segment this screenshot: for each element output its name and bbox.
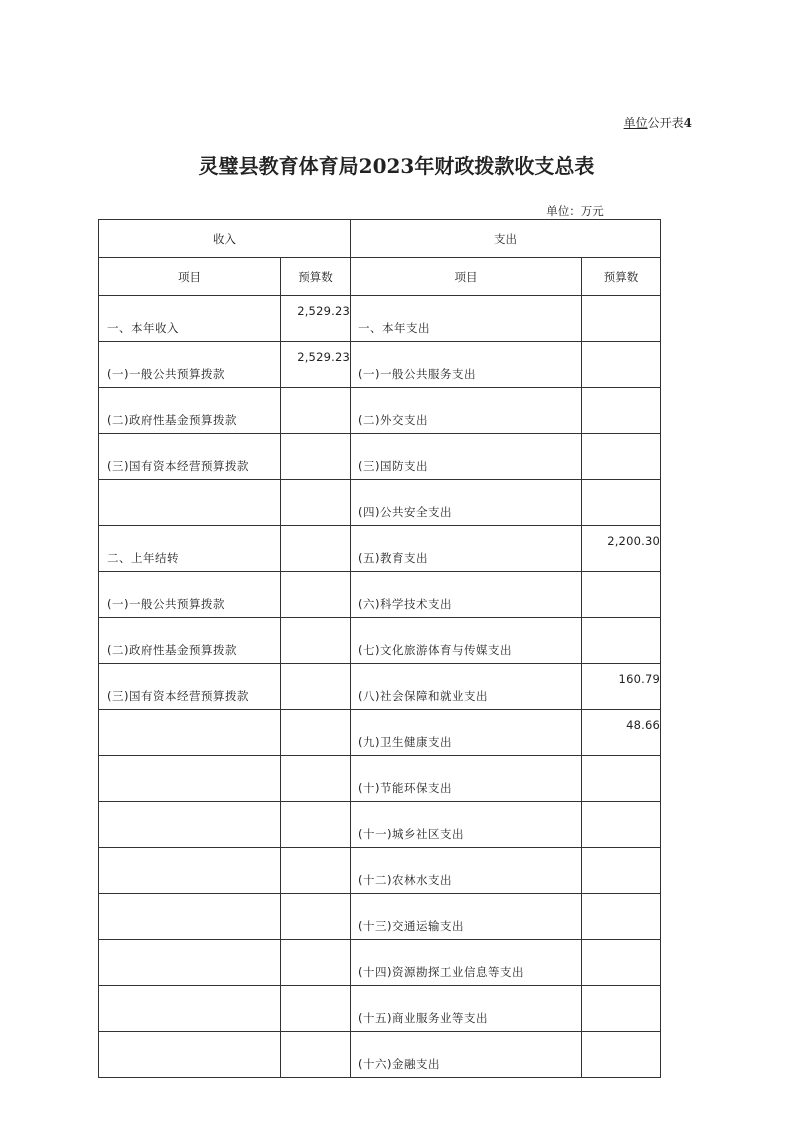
income-item-cell: [99, 894, 281, 940]
expense-item-cell: (一)一般公共服务支出: [351, 342, 582, 388]
expense-budget-cell: [582, 894, 661, 940]
expense-budget-cell: [582, 940, 661, 986]
form-tag: [600, 114, 692, 131]
expense-item-cell: (十一)城乡社区支出: [351, 802, 582, 848]
expense-item-cell: (五)教育支出: [351, 526, 582, 572]
income-budget-cell: [281, 848, 351, 894]
income-budget-cell: [281, 710, 351, 756]
expense-item-cell: (十)节能环保支出: [351, 756, 582, 802]
income-header: 收入: [99, 220, 351, 258]
expense-header: 支出: [351, 220, 661, 258]
expense-item-cell: (十五)商业服务业等支出: [351, 986, 582, 1032]
unit-label: 单位：万元: [546, 204, 604, 218]
budget-table: [98, 219, 661, 1078]
income-budget-cell: [281, 388, 351, 434]
income-item-cell: (一)一般公共预算拨款: [99, 342, 281, 388]
income-item-cell: (一)一般公共预算拨款: [99, 572, 281, 618]
table-row: [99, 434, 661, 480]
form-tag-number: 4: [683, 116, 692, 130]
income-item-cell: (三)国有资本经营预算拨款: [99, 434, 281, 480]
page-title: 灵璧县教育体育局2023年财政拨款收支总表: [198, 154, 595, 178]
expense-budget-cell: 48.66: [582, 710, 661, 756]
expense-item-cell: (十六)金融支出: [351, 1032, 582, 1078]
income-budget-cell: [281, 480, 351, 526]
income-budget-cell: [281, 894, 351, 940]
table-row: [99, 756, 661, 802]
expense-budget-cell: [582, 572, 661, 618]
table-row: [99, 710, 661, 756]
income-budget-cell: 2,529.23: [281, 342, 351, 388]
expense-item-cell: (三)国防支出: [351, 434, 582, 480]
income-budget-cell: 2,529.23: [281, 296, 351, 342]
table-row: [99, 848, 661, 894]
table-row: [99, 940, 661, 986]
table-subheader-row: [99, 258, 661, 296]
expense-budget-cell: [582, 434, 661, 480]
income-budget-cell: [281, 986, 351, 1032]
income-item-cell: (二)政府性基金预算拨款: [99, 618, 281, 664]
income-budget-cell: [281, 618, 351, 664]
table-row: [99, 664, 661, 710]
income-budget-cell: [281, 434, 351, 480]
income-item-cell: 二、上年结转: [99, 526, 281, 572]
expense-budget-cell: [582, 986, 661, 1032]
expense-budget-cell: [582, 480, 661, 526]
form-tag-label: 公开表: [647, 116, 684, 130]
table-row: [99, 342, 661, 388]
table-row: [99, 526, 661, 572]
income-item-cell: (三)国有资本经营预算拨款: [99, 664, 281, 710]
expense-budget-cell: [582, 802, 661, 848]
table-row: [99, 480, 661, 526]
table-row: [99, 802, 661, 848]
expense-item-cell: (二)外交支出: [351, 388, 582, 434]
form-tag-unit: 单位: [623, 116, 648, 130]
expense-budget-header: 预算数: [582, 258, 661, 296]
table-row: [99, 618, 661, 664]
income-item-cell: [99, 802, 281, 848]
expense-budget-cell: [582, 618, 661, 664]
income-item-cell: [99, 710, 281, 756]
expense-budget-cell: [582, 848, 661, 894]
expense-budget-cell: [582, 388, 661, 434]
income-budget-cell: [281, 664, 351, 710]
income-item-cell: [99, 940, 281, 986]
table-row: [99, 894, 661, 940]
table-row: [99, 986, 661, 1032]
expense-item-cell: (十二)农林水支出: [351, 848, 582, 894]
income-item-cell: [99, 1032, 281, 1078]
expense-budget-cell: 160.79: [582, 664, 661, 710]
table-row: [99, 388, 661, 434]
income-budget-header: 预算数: [281, 258, 351, 296]
expense-budget-cell: [582, 756, 661, 802]
expense-item-cell: (八)社会保障和就业支出: [351, 664, 582, 710]
expense-item-cell: (十四)资源勘探工业信息等支出: [351, 940, 582, 986]
income-item-cell: [99, 756, 281, 802]
expense-item-cell: (十三)交通运输支出: [351, 894, 582, 940]
income-budget-cell: [281, 572, 351, 618]
table-row: [99, 1032, 661, 1078]
income-item-cell: 一、本年收入: [99, 296, 281, 342]
expense-budget-cell: [582, 296, 661, 342]
expense-item-cell: (九)卫生健康支出: [351, 710, 582, 756]
income-budget-cell: [281, 1032, 351, 1078]
expense-item-cell: 一、本年支出: [351, 296, 582, 342]
income-item-cell: [99, 986, 281, 1032]
income-item-cell: (二)政府性基金预算拨款: [99, 388, 281, 434]
income-budget-cell: [281, 756, 351, 802]
income-budget-cell: [281, 802, 351, 848]
expense-budget-cell: 2,200.30: [582, 526, 661, 572]
expense-budget-cell: [582, 342, 661, 388]
table-row: [99, 296, 661, 342]
income-item-header: 项目: [99, 258, 281, 296]
expense-item-header: 项目: [351, 258, 582, 296]
expense-item-cell: (七)文化旅游体育与传媒支出: [351, 618, 582, 664]
income-budget-cell: [281, 940, 351, 986]
income-item-cell: [99, 480, 281, 526]
expense-budget-cell: [582, 1032, 661, 1078]
table-header-row: [99, 220, 661, 258]
expense-item-cell: (四)公共安全支出: [351, 480, 582, 526]
table-row: [99, 572, 661, 618]
income-item-cell: [99, 848, 281, 894]
expense-item-cell: (六)科学技术支出: [351, 572, 582, 618]
budget-table-body: [99, 220, 661, 1078]
income-budget-cell: [281, 526, 351, 572]
